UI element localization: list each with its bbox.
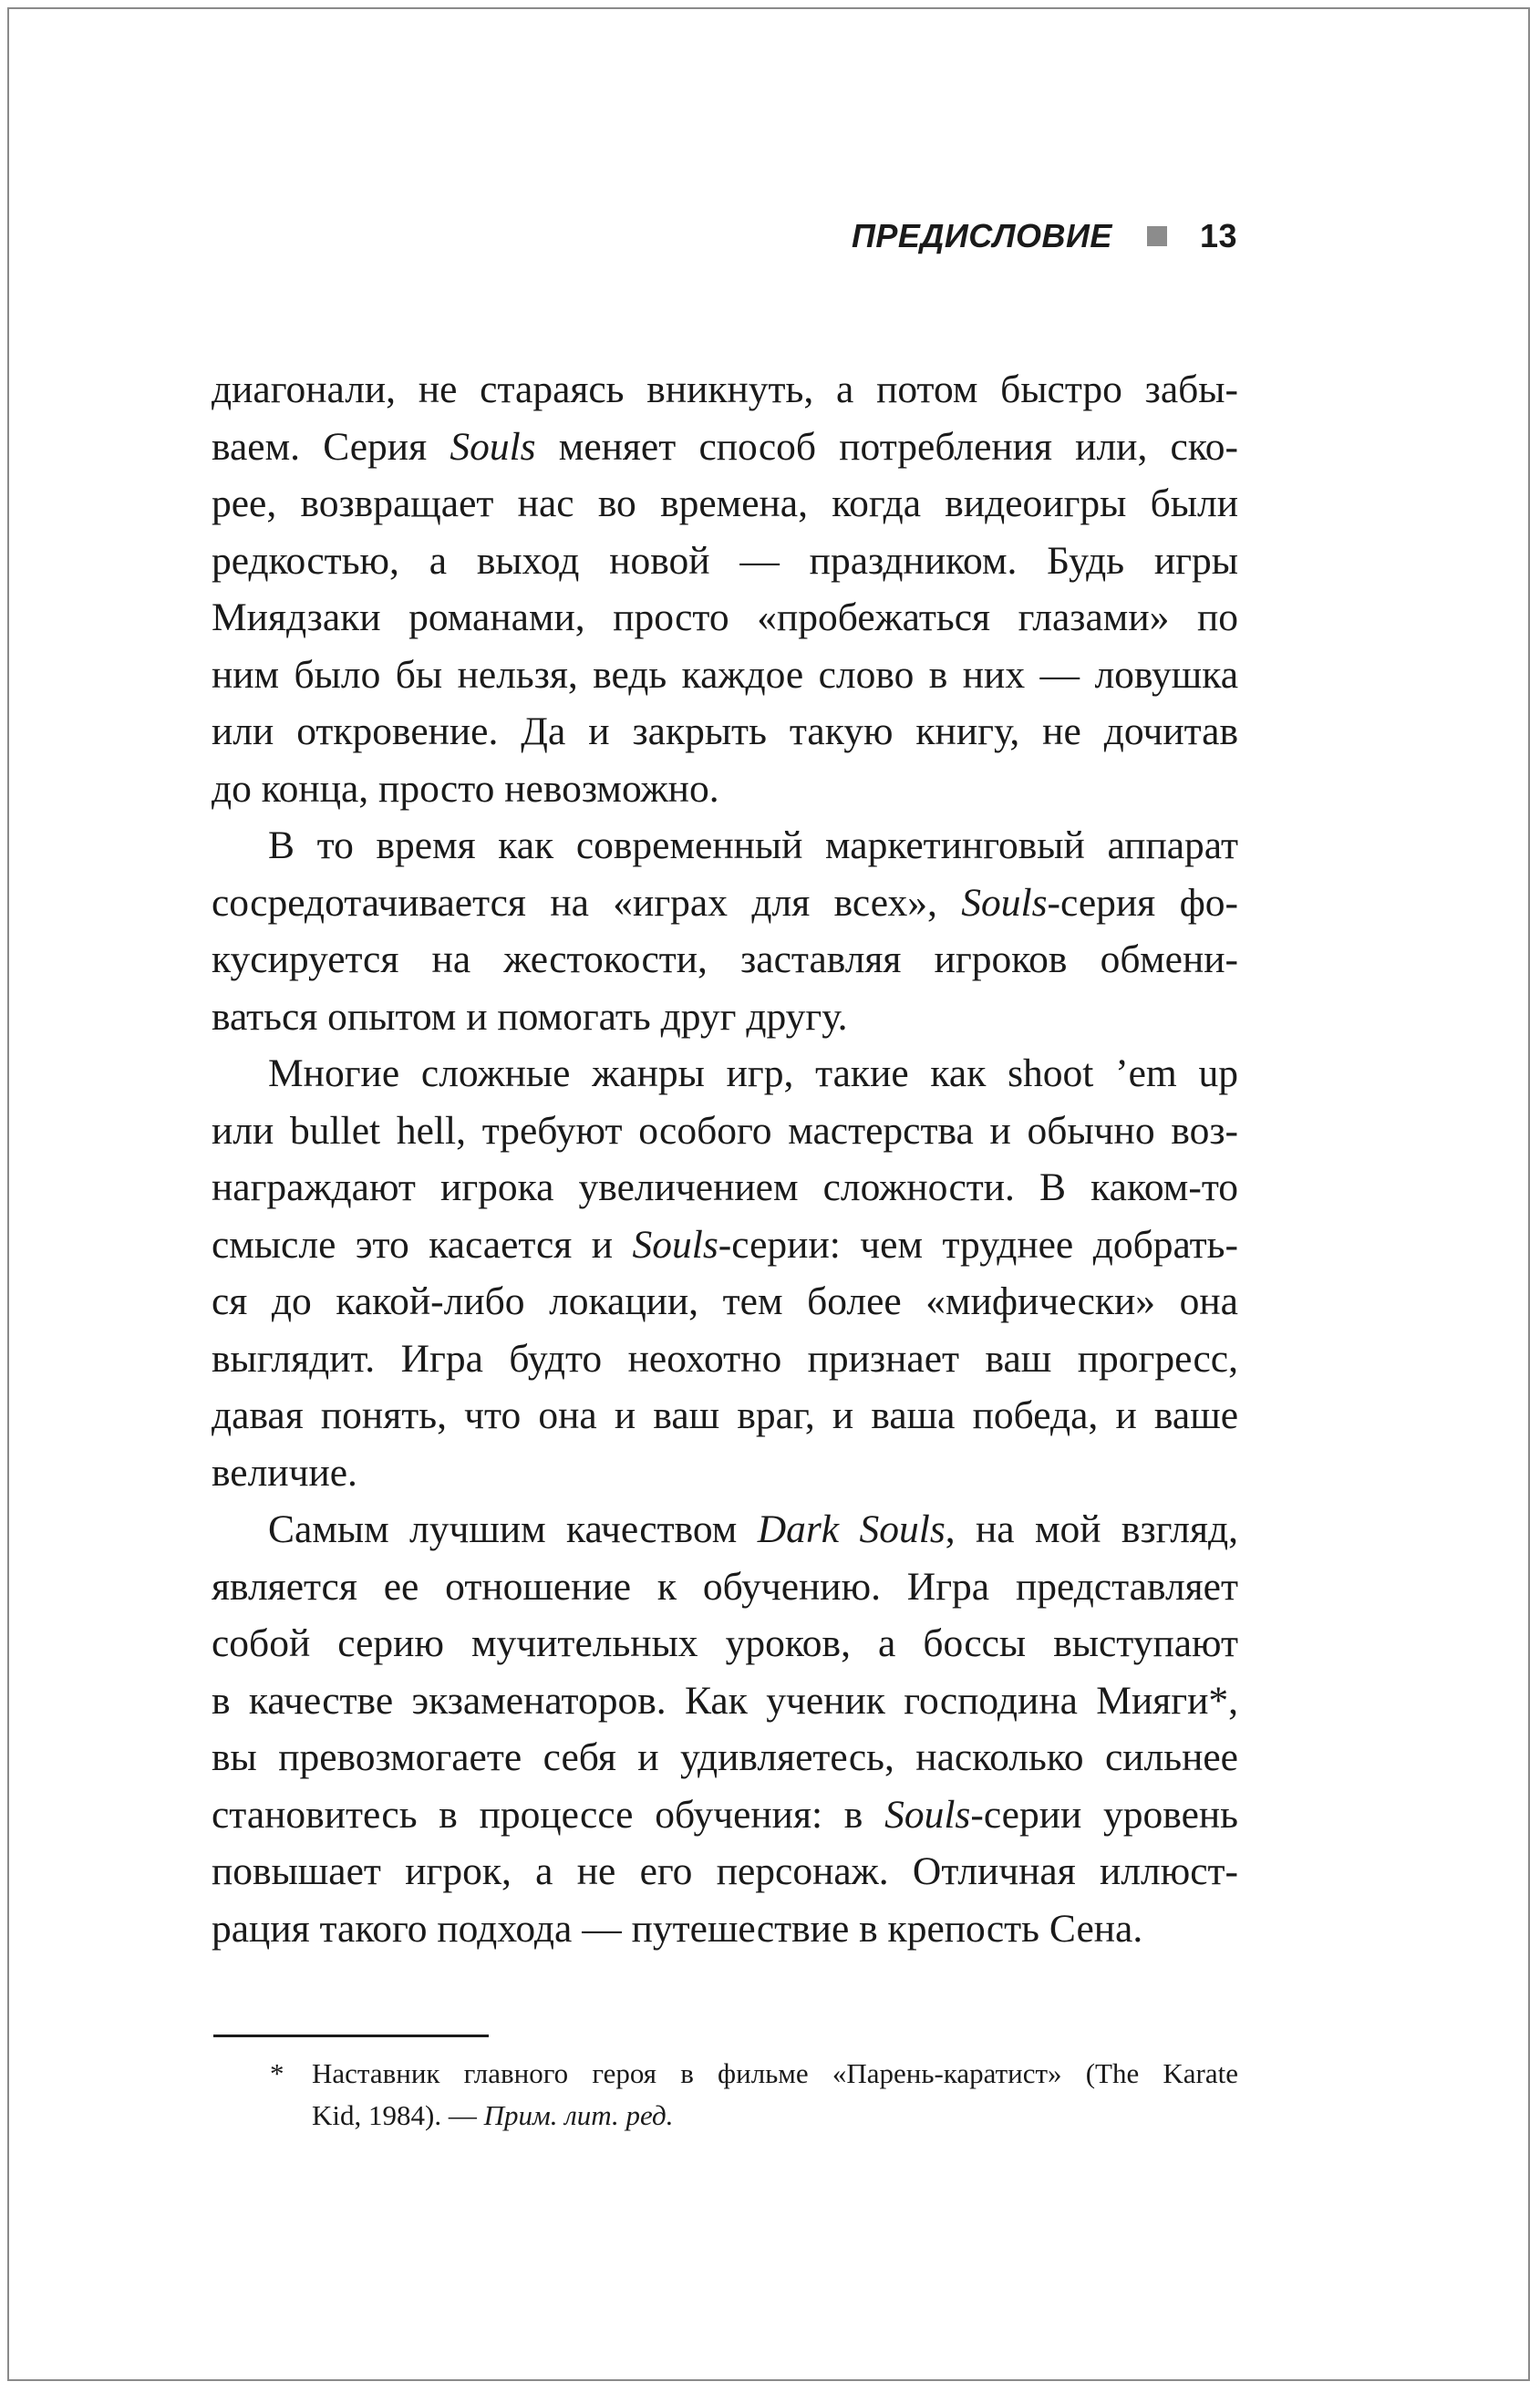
text-line: рация такого подхода — путешествие в крепость Сена. [212,1906,1143,1951]
text-line: или bullet hell, требуют особого мастерства и обычно воз- [212,1108,1238,1153]
running-head [852,217,1237,255]
text-line: выглядит. Игра будто неохотно признает ваш прогресс, [212,1336,1238,1381]
body-text [212,361,1238,1957]
footnote-line-2 [270,2095,1238,2137]
paragraph-2 [212,817,1238,1045]
text-line: сосредотачивается на «играх для всех», Souls-серия фо- [212,880,1238,925]
text-line: ним было бы нельзя, ведь каждое слово в них — ловушка [212,652,1238,697]
text-line: Многие сложные жанры игр, такие как shoot ’em up [268,1051,1238,1095]
text-line: является ее отношение к обучению. Игра представляет [212,1564,1238,1609]
text-line: смысле это касается и Souls-серии: чем труднее добрать- [212,1222,1238,1267]
paragraph-4 [212,1501,1238,1957]
text-line: собой серию мучительных уроков, а боссы выступают [212,1621,1238,1665]
section-title: ПРЕДИСЛОВИЕ [852,217,1112,254]
footnote-line-1: Наставник главного героя в фильме «Парень-каратист» (The Karate [312,2057,1238,2089]
text-line: повышает игрок, а не его персонаж. Отличная иллюст- [212,1849,1238,1893]
text-line: величие. [212,1450,357,1495]
footnote-line-2-text: Kid, 1984). — [312,2099,484,2131]
footnote [270,2053,1238,2137]
text-line: давая понять, что она и ваш враг, и ваша победа, и ваше [212,1393,1238,1437]
text-line: до конца, просто невозможно. [212,766,719,811]
text-line: рее, возвращает нас во времена, когда видеоигры были [212,482,1238,525]
footnote-marker: * [270,2057,284,2089]
paragraph-3 [212,1045,1238,1501]
footnote-editor-note: Прим. лит. ред. [483,2099,674,2131]
text-line: Миядзаки романами, просто «пробежаться глазами» по [212,595,1238,639]
text-line: ваться опытом и помогать друг другу. [212,994,848,1039]
page-number: 13 [1199,217,1237,254]
paragraph-1 [212,361,1238,817]
footnote-rule [213,2035,489,2037]
text-line: редкостью, а выход новой — праздником. Будь игры [212,538,1238,583]
text-line: вы превозмогаете себя и удивляетесь, насколько сильнее [212,1735,1238,1779]
text-line: В то время как современный маркетинговый аппарат [268,823,1238,867]
text-line: диагонали, не стараясь вникнуть, а потом быстро забы- [212,368,1238,411]
text-line: Самым лучшим качеством Dark Souls, на мой взгляд, [268,1507,1238,1551]
text-line: в качестве экзаменаторов. Как ученик господина Мияги*, [212,1678,1238,1723]
text-line: или откровение. Да и закрыть такую книгу, не дочитав [212,709,1238,753]
separator-square-icon [1147,226,1167,246]
text-line: ся до какой-либо локации, тем более «мифически» она [212,1279,1238,1323]
text-line: награждают игрока увеличением сложности. В каком-то [212,1165,1238,1209]
text-line: кусируется на жестокости, заставляя игроков обмени- [212,937,1238,981]
text-line: становитесь в процессе обучения: в Souls-серии уровень [212,1792,1238,1837]
text-line: ваем. Серия Souls меняет способ потребления или, ско- [212,424,1239,469]
